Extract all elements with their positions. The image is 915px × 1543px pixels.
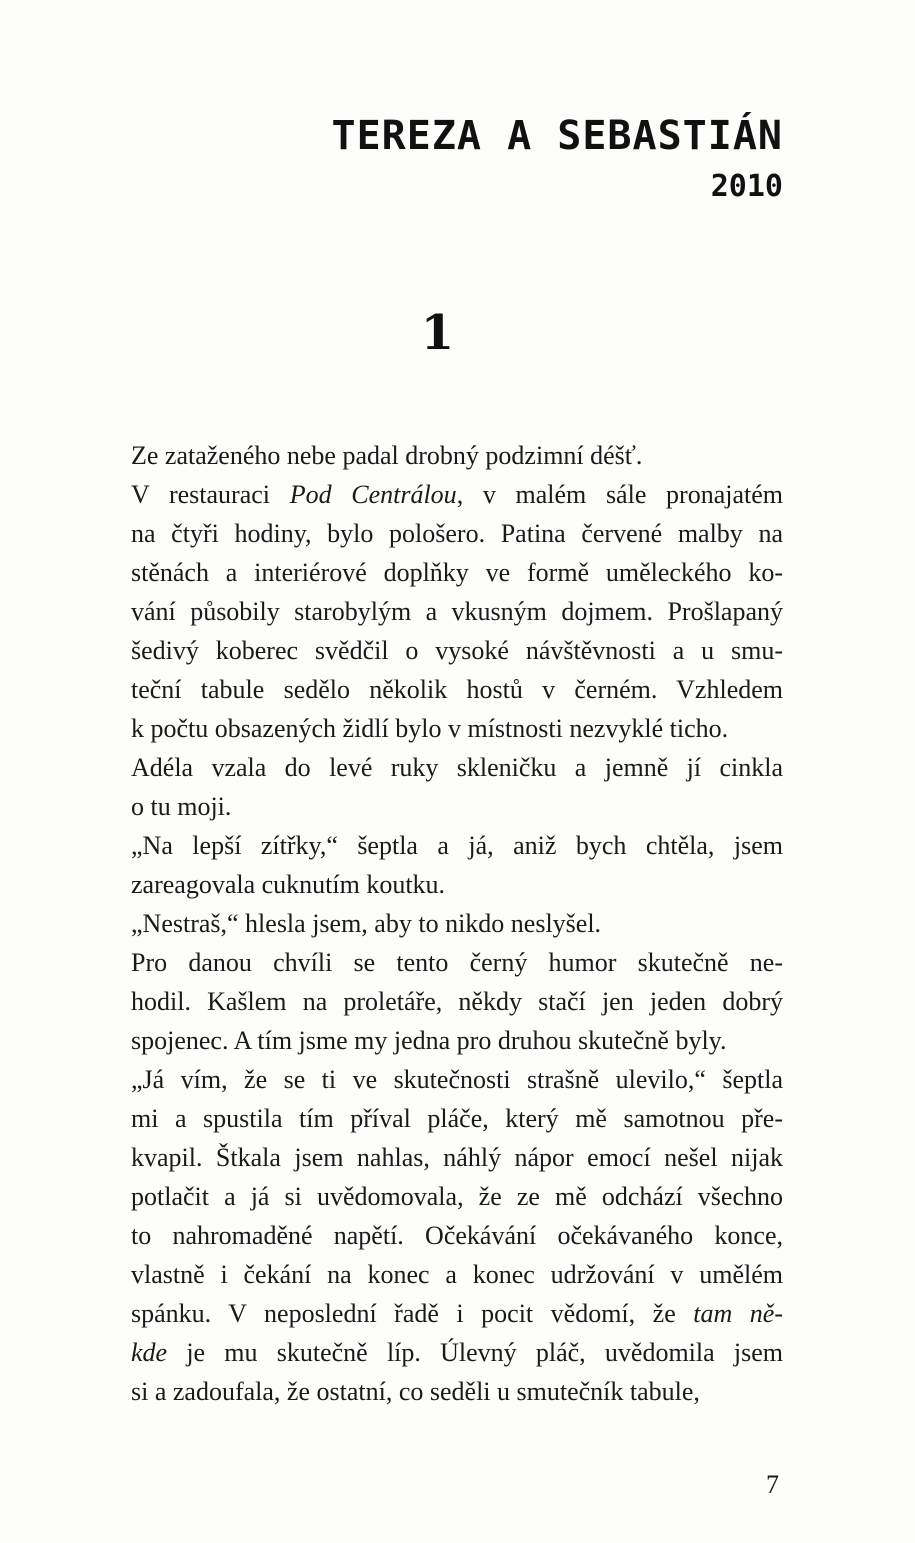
text-line: V restauraci Pod Centrálou, v malém sále pronajatém	[131, 480, 783, 509]
text-line: „Nestraš,“ hlesla jsem, aby to nikdo neslyšel.	[131, 909, 602, 938]
text-line: šedivý koberec svědčil o vysoké návštěvnosti a u smu-	[131, 636, 783, 665]
chapter-number: 1	[420, 305, 455, 361]
text-line: Pro danou chvíli se tento černý humor skutečně ne-	[131, 948, 783, 977]
page-number: 7	[766, 1470, 779, 1499]
text-line: o tu moji.	[131, 792, 232, 821]
text-line: si a zadoufala, že ostatní, co seděli u smutečník tabule,	[131, 1377, 700, 1406]
text-line: kde je mu skutečně líp. Úlevný pláč, uvědomila jsem	[131, 1338, 783, 1367]
text-line: stěnách a interiérové doplňky ve formě uměleckého ko-	[131, 558, 783, 587]
text-line: teční tabule sedělo několik hostů v černém. Vzhledem	[131, 675, 783, 704]
text-line: potlačit a já si uvědomovala, že ze mě odchází všechno	[131, 1182, 783, 1211]
text-line: „Na lepší zítřky,“ šeptla a já, aniž bych chtěla, jsem	[131, 831, 783, 860]
text-line: Adéla vzala do levé ruky skleničku a jemně jí cinkla	[131, 753, 783, 782]
text-line: na čtyři hodiny, bylo pološero. Patina červené malby na	[131, 519, 783, 548]
chapter-body	[131, 436, 783, 1411]
text-line: mi a spustila tím příval pláče, který mě samotnou pře-	[131, 1104, 783, 1133]
text-line: kvapil. Štkala jsem nahlas, náhlý nápor emocí nešel nijak	[131, 1143, 783, 1172]
text-line: k počtu obsazených židlí bylo v místnosti nezvyklé ticho.	[131, 714, 729, 743]
text-line: „Já vím, že se ti ve skutečnosti strašně ulevilo,“ šeptla	[131, 1065, 783, 1094]
text-line: to nahromaděné napětí. Očekávání očekávaného konce,	[131, 1221, 783, 1250]
part-title: TEREZA A SEBASTIÁN	[331, 113, 783, 159]
text-line: vání působily starobylým a vkusným dojmem. Prošlapaný	[131, 597, 783, 626]
part-header	[332, 112, 783, 204]
text-line: hodil. Kašlem na proletáře, někdy stačí jen jeden dobrý	[131, 987, 783, 1016]
part-year: 2010	[710, 169, 783, 204]
text-line: vlastně i čekání na konec a konec udržování v umělém	[131, 1260, 783, 1289]
text-line: spojenec. A tím jsme my jedna pro druhou skutečně byly.	[131, 1026, 727, 1055]
text-line: zareagovala cuknutím koutku.	[131, 870, 446, 899]
text-line: Ze zataženého nebe padal drobný podzimní déšť.	[131, 441, 643, 470]
text-line: spánku. V neposlední řadě i pocit vědomí, že tam ně-	[131, 1299, 783, 1328]
